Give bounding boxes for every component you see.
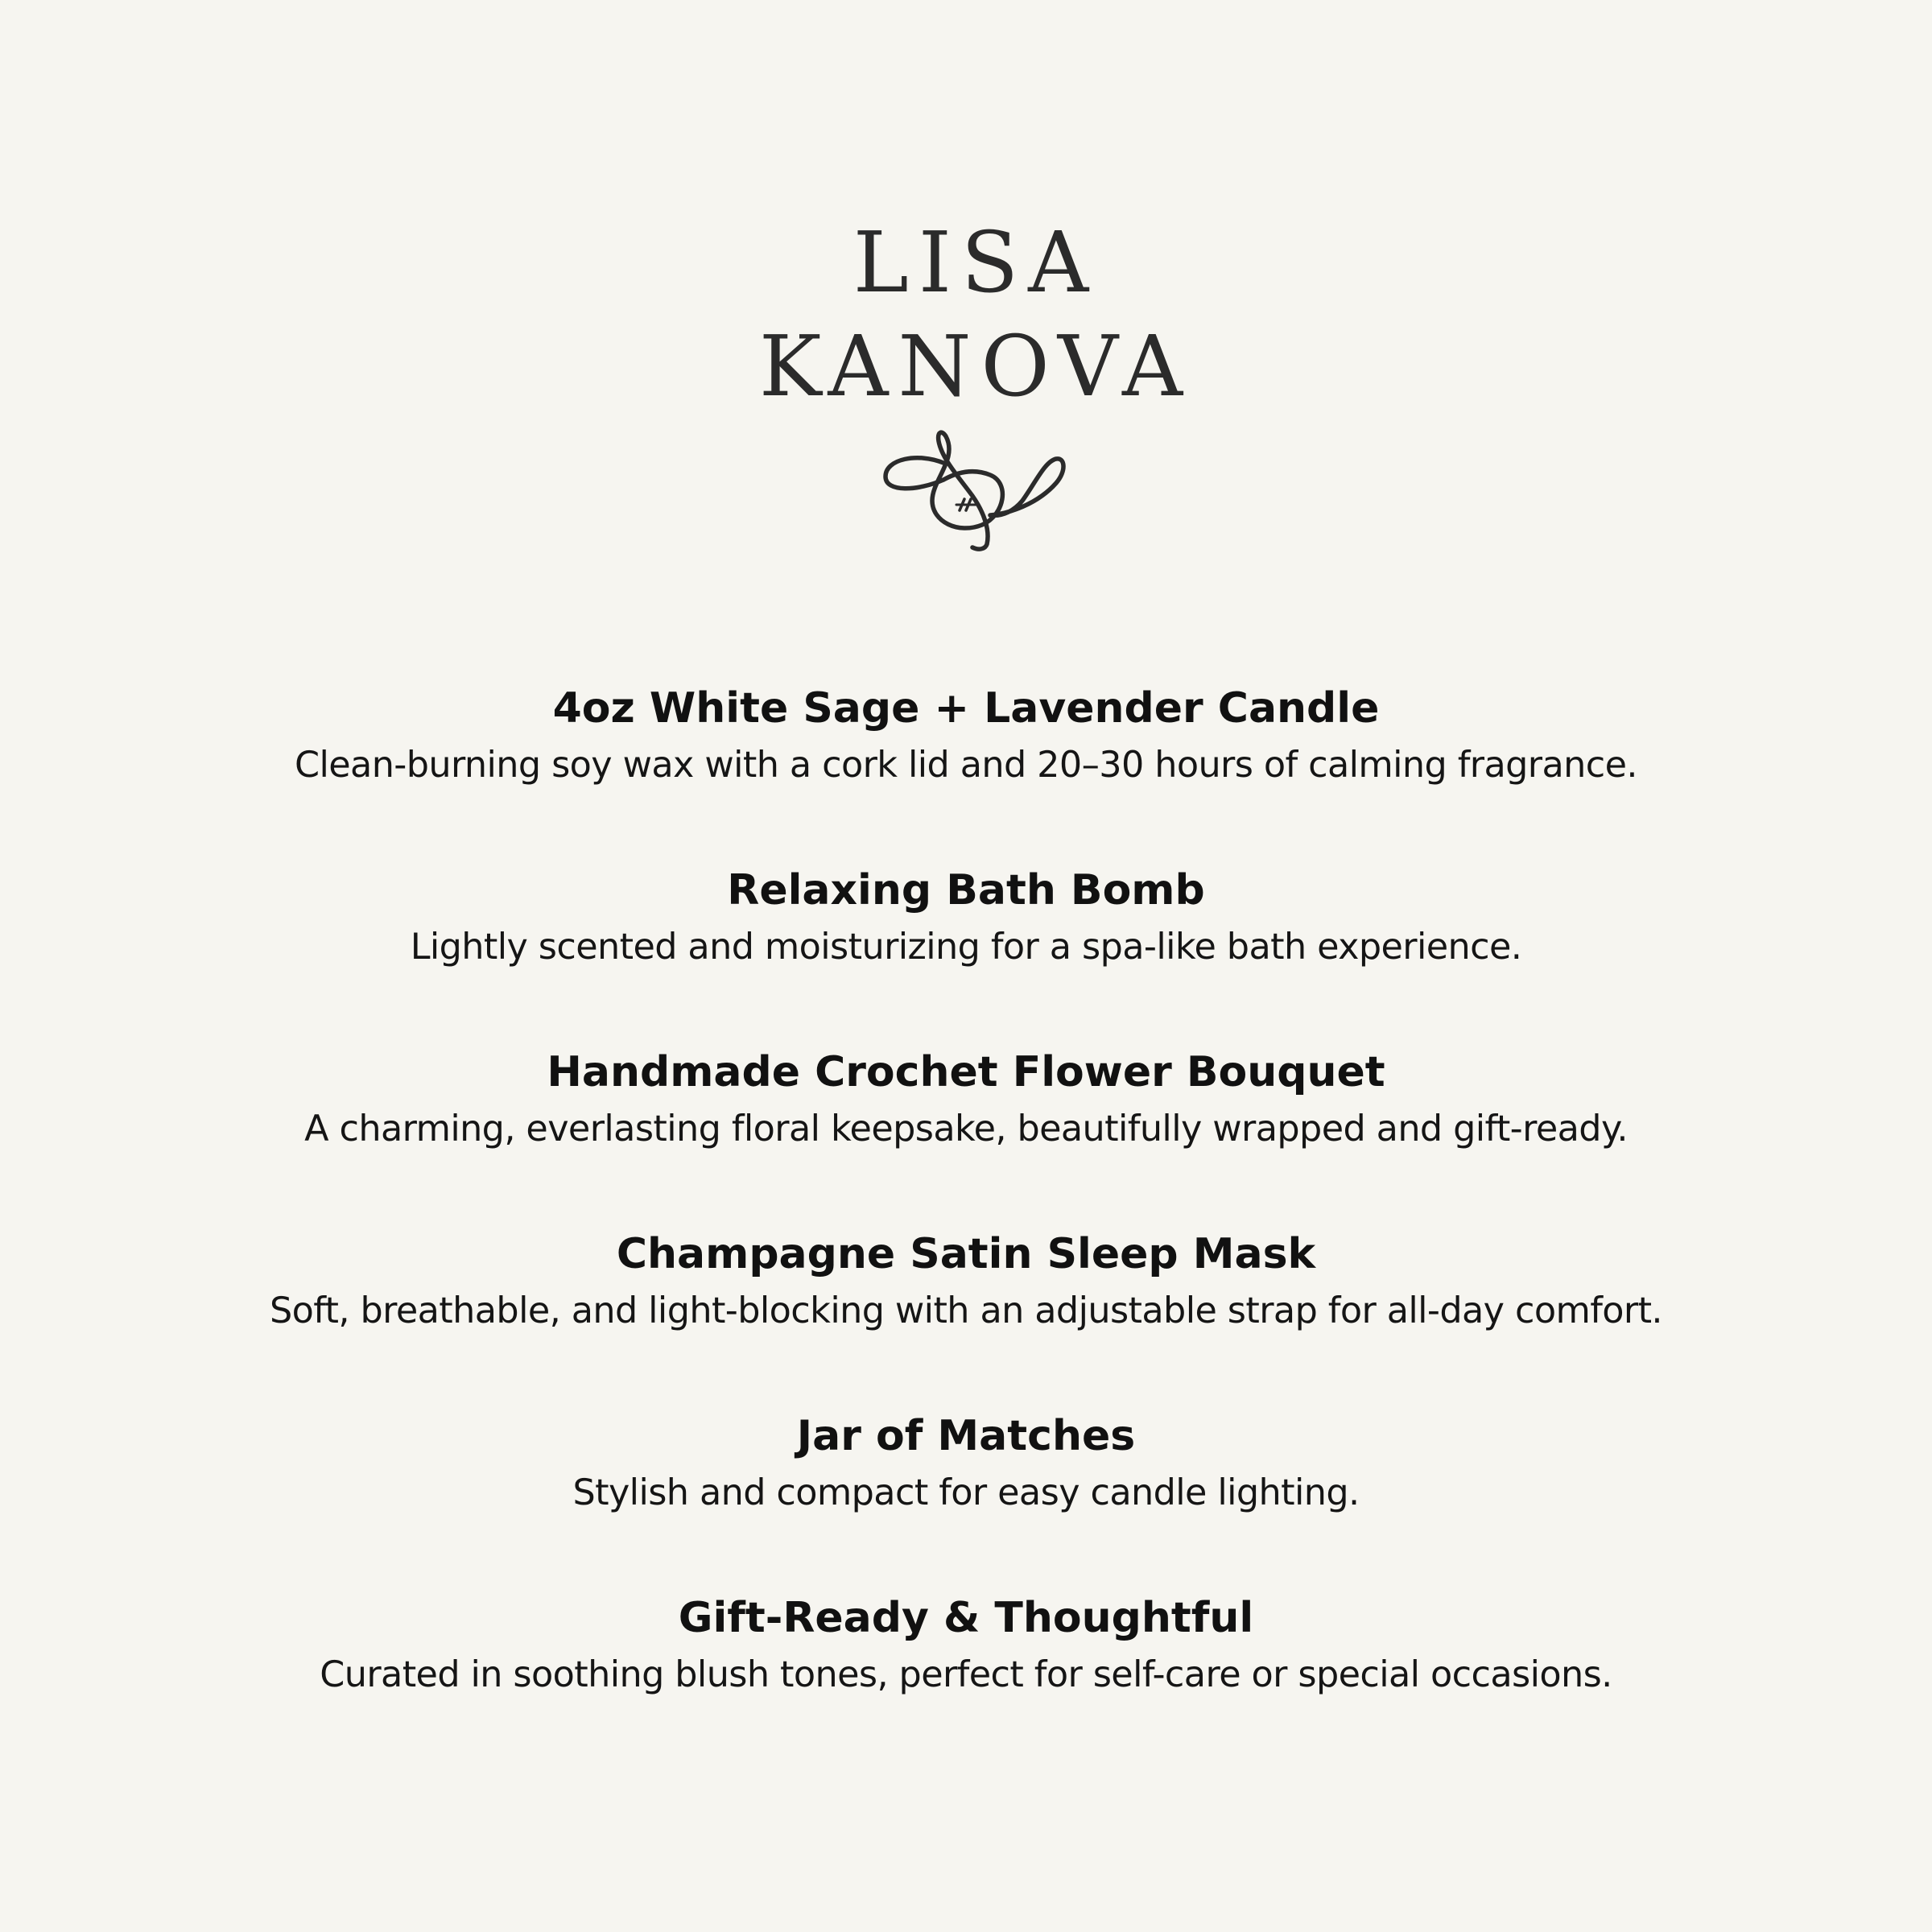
item-title: Jar of Matches <box>796 1412 1136 1460</box>
item-description: Lightly scented and moisturizing for a spa-like bath experience. <box>410 927 1522 968</box>
brand-name-line1: LISA <box>852 213 1099 312</box>
list-item <box>0 1408 1932 1590</box>
item-description: Clean-burning soy wax with a cork lid and 20–30 hours of calming fragrance. <box>295 745 1637 786</box>
item-title: Handmade Crochet Flower Bouquet <box>547 1048 1385 1096</box>
list-item <box>0 1226 1932 1408</box>
signature-flourish-icon <box>869 427 1079 551</box>
item-description: Curated in soothing blush tones, perfect for self-care or special occasions. <box>320 1654 1612 1695</box>
list-item <box>0 1590 1932 1772</box>
item-title: 4oz White Sage + Lavender Candle <box>552 684 1380 733</box>
brand-name-line2: KANOVA <box>758 317 1193 415</box>
item-description: Soft, breathable, and light-blocking with an adjustable strap for all-day comfort. <box>270 1290 1662 1331</box>
item-description: Stylish and compact for easy candle lighting. <box>572 1472 1360 1513</box>
item-title: Champagne Satin Sleep Mask <box>616 1230 1316 1278</box>
item-list <box>0 680 1932 1772</box>
list-item <box>0 862 1932 1044</box>
item-title: Relaxing Bath Bomb <box>727 866 1205 914</box>
list-item <box>0 1044 1932 1226</box>
item-title: Gift-Ready & Thoughtful <box>678 1594 1254 1642</box>
list-item <box>0 680 1932 862</box>
item-description: A charming, everlasting floral keepsake, beautifully wrapped and gift-ready. <box>304 1108 1628 1150</box>
